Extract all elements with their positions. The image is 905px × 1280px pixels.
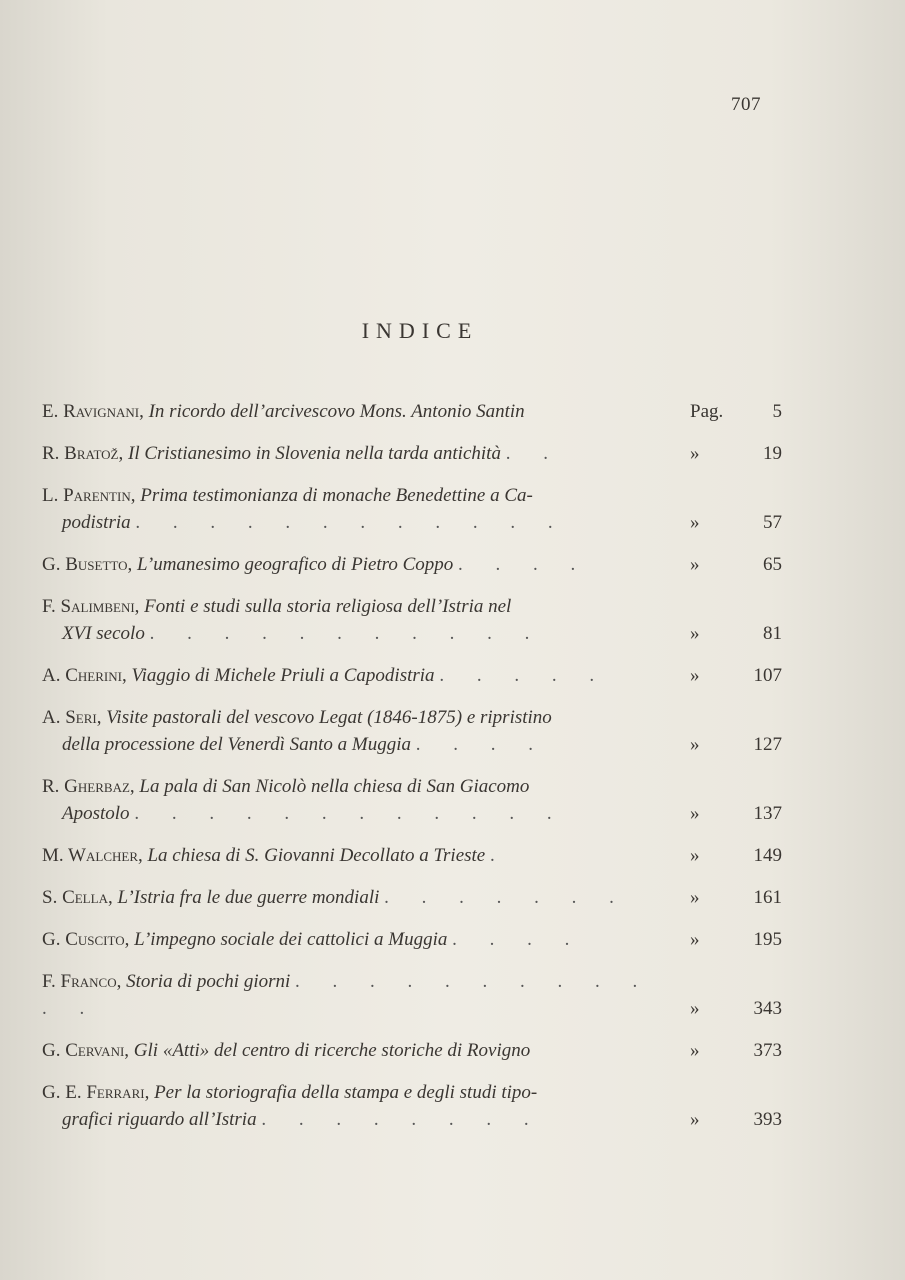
entry-title: La chiesa di S. Giovanni Decollato a Trieste	[147, 845, 486, 866]
leader-dots: . . . . . . . .	[261, 1109, 543, 1130]
ditto-mark: »	[690, 512, 700, 533]
entry-author: G. Busetto	[42, 554, 128, 575]
ditto-mark: »	[690, 803, 700, 824]
toc-entry: S. Cella, L’Istria fra le due guerre mondiali . . . . . . . » 161	[42, 884, 782, 911]
toc-entry: A. Seri, Visite pastorali del vescovo Legat (1846-1875) e ripristino della processione del Venerdì Santo a Muggia . . . . » 127	[42, 704, 782, 758]
ditto-mark: »	[690, 665, 700, 686]
entry-page: 373	[753, 1040, 782, 1061]
entry-title-continued: della processione del Venerdì Santo a Muggia	[62, 734, 411, 755]
entry-author: M. Walcher	[42, 845, 138, 866]
entry-author: G. Cuscito	[42, 929, 125, 950]
entry-page: 81	[763, 623, 782, 644]
entry-title-continued: grafici riguardo all’Istria	[62, 1109, 257, 1130]
ditto-mark: »	[690, 623, 700, 644]
entry-author: R. Gherbaz	[42, 776, 130, 797]
entry-author: F. Franco	[42, 971, 117, 992]
entry-author: A. Cherini	[42, 665, 122, 686]
entry-page: 393	[753, 1109, 782, 1130]
entry-title: Viaggio di Michele Priuli a Capodistria	[131, 665, 435, 686]
entry-title: Storia di pochi giorni	[126, 971, 291, 992]
toc-entry: E. Ravignani, In ricordo dell’arcivescovo Mons. Antonio Santin Pag. 5	[42, 398, 782, 425]
toc-entry: R. Bratož, Il Cristianesimo in Slovenia nella tarda antichità . . » 19	[42, 440, 782, 467]
leader-dots: . . . .	[458, 554, 590, 575]
toc-entry: M. Walcher, La chiesa di S. Giovanni Decollato a Trieste . » 149	[42, 842, 782, 869]
leader-dots: . . . . . . . . . . . .	[135, 512, 567, 533]
entry-title: L’impegno sociale dei cattolici a Muggia	[134, 929, 448, 950]
toc-entry: R. Gherbaz, La pala di San Nicolò nella chiesa di San Giacomo Apostolo . . . . . . . . . . . . » 137	[42, 773, 782, 827]
leader-dots: . .	[505, 443, 562, 464]
toc-entry: G. Cervani, Gli «Atti» del centro di ricerche storiche di Rovigno » 373	[42, 1037, 782, 1064]
entry-page: 19	[763, 443, 782, 464]
entry-author: F. Salimbeni	[42, 596, 135, 617]
entry-page: 5	[772, 401, 782, 422]
leader-dots: . . . .	[452, 929, 584, 950]
toc-entry: F. Franco, Storia di pochi giorni . . . . . . . . . . . . » 343	[42, 968, 782, 1022]
page-label: Pag.	[690, 401, 724, 422]
toc-entry: F. Salimbeni, Fonti e studi sulla storia religiosa dell’Istria nel XVI secolo . . . . . . . . . . . » 81	[42, 593, 782, 647]
page-title: INDICE	[361, 318, 479, 343]
ditto-mark: »	[690, 734, 700, 755]
entry-title: In ricordo dell’arcivescovo Mons. Antonio Santin	[148, 401, 525, 422]
toc-entry: G. E. Ferrari, Per la storiografia della stampa e degli studi tipo- grafici riguardo all’Istria . . . . . . . . » 393	[42, 1079, 782, 1133]
leader-dots: .	[490, 845, 509, 866]
entry-title: Il Cristianesimo in Slovenia nella tarda antichità	[128, 443, 501, 464]
entry-title: Prima testimonianza di monache Benedettine a Ca-	[140, 485, 533, 506]
entry-author: A. Seri	[42, 707, 97, 728]
ditto-mark: »	[690, 887, 700, 908]
ditto-mark: »	[690, 554, 700, 575]
leader-dots: . . . . .	[439, 665, 609, 686]
ditto-mark: »	[690, 845, 700, 866]
table-of-contents	[42, 398, 782, 1148]
leader-dots: . . . . . . . . . . . .	[134, 803, 566, 824]
entry-title: Gli «Atti» del centro di ricerche storiche di Rovigno	[133, 1040, 531, 1061]
entry-author: G. E. Ferrari	[42, 1082, 145, 1103]
entry-author: G. Cervani	[42, 1040, 125, 1061]
entry-author: L. Parentin	[42, 485, 131, 506]
leader-dots: . . . . . . . . . . .	[149, 623, 544, 644]
ditto-mark: »	[690, 929, 700, 950]
toc-entry: A. Cherini, Viaggio di Michele Priuli a Capodistria . . . . . » 107	[42, 662, 782, 689]
entry-title: L’Istria fra le due guerre mondiali	[117, 887, 380, 908]
entry-title: Fonti e studi sulla storia religiosa dell’Istria nel	[144, 596, 512, 617]
entry-page: 149	[753, 845, 782, 866]
entry-title: L’umanesimo geografico di Pietro Coppo	[137, 554, 454, 575]
leader-dots: . . . .	[415, 734, 547, 755]
page-number: 707	[731, 94, 761, 115]
entry-title-continued: Apostolo	[62, 803, 130, 824]
entry-author: S. Cella	[42, 887, 108, 908]
entry-page: 195	[753, 929, 782, 950]
entry-title: La pala di San Nicolò nella chiesa di San Giacomo	[139, 776, 530, 797]
toc-entry: G. Cuscito, L’impegno sociale dei cattolici a Muggia . . . . » 195	[42, 926, 782, 953]
entry-title: Visite pastorali del vescovo Legat (1846-1875) e ripristino	[106, 707, 552, 728]
ditto-mark: »	[690, 998, 700, 1019]
entry-page: 57	[763, 512, 782, 533]
toc-entry: G. Busetto, L’umanesimo geografico di Pietro Coppo . . . . » 65	[42, 551, 782, 578]
entry-title-continued: XVI secolo	[62, 623, 145, 644]
entry-page: 127	[753, 734, 782, 755]
leader-dots: . . . . . . .	[384, 887, 628, 908]
ditto-mark: »	[690, 443, 700, 464]
entry-page: 161	[753, 887, 782, 908]
entry-page: 137	[753, 803, 782, 824]
leader-dots: . . . . . . . . . . . .	[42, 971, 652, 1019]
entry-page: 107	[753, 665, 782, 686]
entry-title-continued: podistria	[62, 512, 131, 533]
entry-page: 65	[763, 554, 782, 575]
entry-author: R. Bratož	[42, 443, 119, 464]
ditto-mark: »	[690, 1109, 700, 1130]
entry-page: 343	[753, 998, 782, 1019]
toc-entry: L. Parentin, Prima testimonianza di monache Benedettine a Ca- podistria . . . . . . . . . . . . » 57	[42, 482, 782, 536]
ditto-mark: »	[690, 1040, 700, 1061]
entry-author: E. Ravignani	[42, 401, 140, 422]
entry-title: Per la storiografia della stampa e degli studi tipo-	[154, 1082, 538, 1103]
